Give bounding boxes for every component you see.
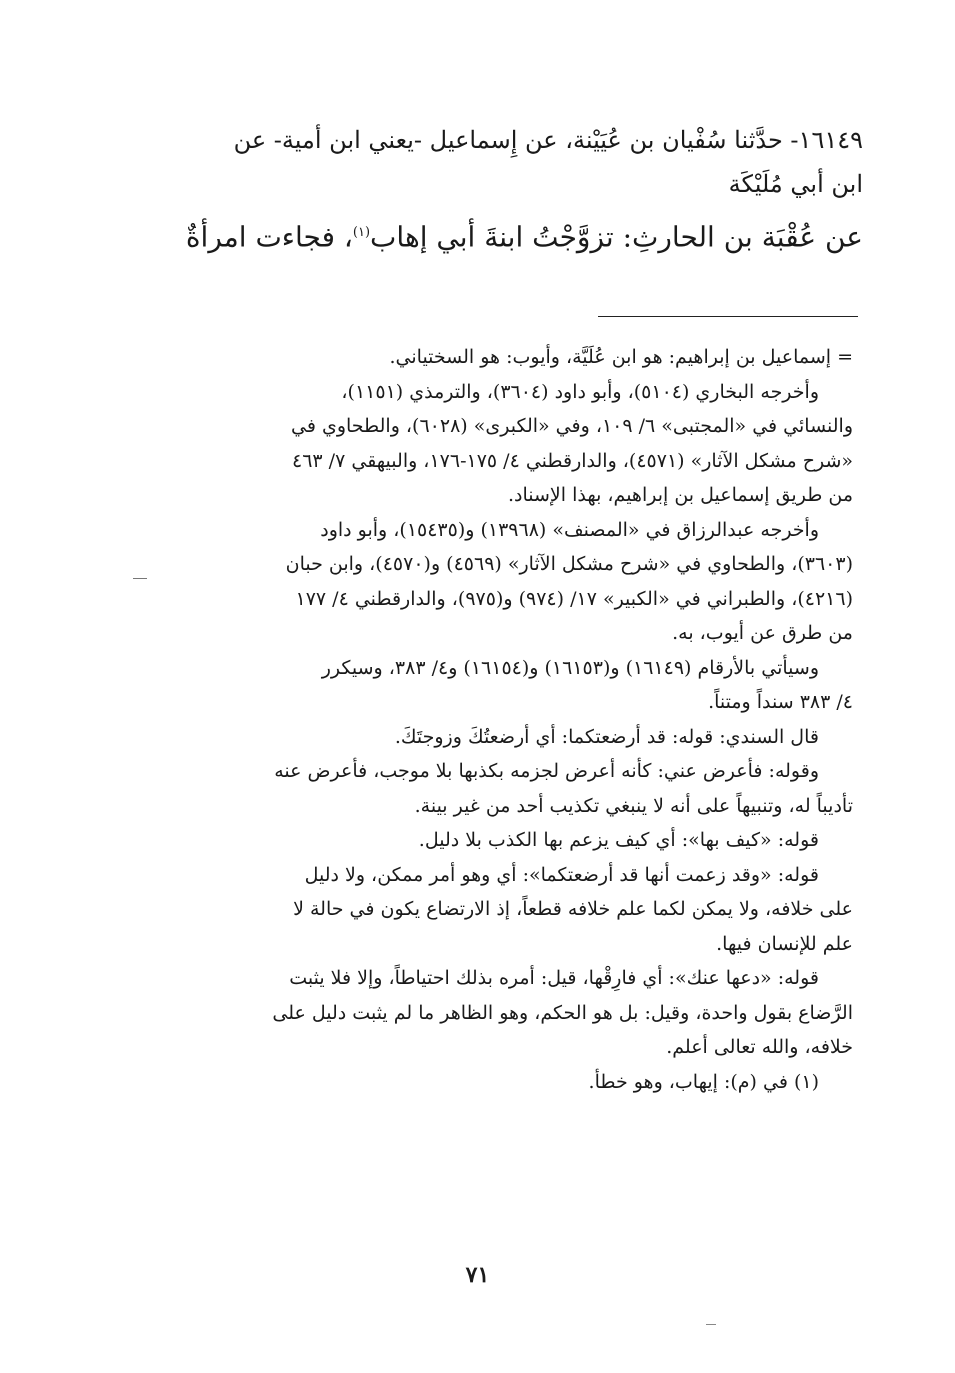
note-line: علم للإنسان فيها. bbox=[716, 932, 853, 955]
note-line: قال السندي: قوله: قد أرضعتكما: أي أرضعتُكَ وزوجتَكَ. bbox=[394, 725, 819, 748]
note-line: قوله: «وقد زعمت أنها قد أرضعتكما»: أي وهو أمر ممكن، ولا دليل bbox=[304, 863, 819, 886]
note-line: من طرق عن أيوب، به. bbox=[672, 622, 853, 644]
note-line: (٣٦٠٣)، والطحاوي في «شرح مشكل الآثار» (٤٥٦٩) و(٤٥٧٠)، وابن حبان bbox=[285, 553, 853, 575]
note-line: قوله: «دعها عنك»: أي فارِقْها، قيل: أمره بذلك احتياطاً، وإلا فلا يثبت bbox=[289, 967, 819, 989]
note-line: وسيأتي بالأرقام (١٦١٤٩) و(١٦١٥٣) و(١٦١٥٤) و٤/ ٣٨٣، وسيكرر bbox=[321, 656, 819, 679]
footnote-ref: (١) bbox=[352, 225, 371, 240]
note-line: (٤٢١٦)، والطبراني في «الكبير» ١٧/ (٩٧٤) و(٩٧٥)، والدارقطني ٤/ ١٧٧ bbox=[295, 587, 853, 610]
hadith-line: ابن أبي مُلَيْكَة bbox=[728, 170, 863, 198]
hadith-text bbox=[150, 118, 863, 262]
note-line: الرَّضاع بقول واحدة، وقيل: بل هو الحكم، وهو الظاهر ما لم يثبت دليل على bbox=[272, 1001, 853, 1024]
note-line: = إسماعيل بن إبراهيم: هو ابن عُلَيَّة، وأيوب: هو السختياني. bbox=[389, 346, 853, 368]
scan-mark bbox=[133, 578, 147, 579]
footnote-divider bbox=[598, 316, 858, 317]
note-line: وقوله: فأعرض عني: كأنه أعرض لجزمه بكذبها بلا موجب، فأعرض عنه bbox=[274, 760, 819, 782]
scan-mark bbox=[706, 1324, 716, 1325]
note-line: ٤/ ٣٨٣ سنداً ومتناً. bbox=[708, 691, 853, 713]
footnotes bbox=[150, 340, 853, 1099]
note-line: قوله: «كيف بها»: أي كيف يزعم بها الكذب بلا دليل. bbox=[418, 829, 819, 851]
hadith-line bbox=[150, 208, 863, 262]
note-line: من طريق إسماعيل بن إبراهيم، بهذا الإسناد. bbox=[507, 484, 853, 506]
hadith-line: ١٦١٤٩- حدَّثنا سُفْيان بن عُيَيْنة، عن إِسماعيل -يعني ابن أمية- عن bbox=[233, 126, 863, 154]
note-line: والنسائي في «المجتبى» ٦/ ١٠٩، وفي «الكبرى» (٦٠٢٨)، والطحاوي في bbox=[290, 415, 853, 437]
footnote-line: (١) في (م): إيهاب، وهو خطأ. bbox=[588, 1070, 819, 1093]
note-line: وأخرجه عبدالرزاق في «المصنف» (١٣٩٦٨) و(١٥٤٣٥)، وأبو داود bbox=[320, 518, 819, 541]
note-line: تأديباً له، وتنبيهاً على أنه لا ينبغي تكذيب أحد من غير بينة. bbox=[414, 794, 853, 817]
note-line: «شرح مشكل الآثار» (٤٥٧١)، والدارقطني ٤/ ١٧٥-١٧٦، والبيهقي ٧/ ٤٦٣ bbox=[292, 449, 853, 472]
hadith-line-text: عن عُقْبَة بن الحارثِ: تزوَّجْتُ ابنةَ أبي إهاب bbox=[370, 220, 863, 254]
note-line: على خلافه، ولا يمكن لكما علم خلافه قطعاً، إذ الارتضاع يكون في حالة لا bbox=[293, 898, 853, 920]
page-number: ٧١ bbox=[465, 1262, 490, 1288]
hadith-line-text: ، فجاءت امرأةٌ bbox=[185, 220, 353, 254]
note-line: وأخرجه البخاري (٥١٠٤)، وأبو داود (٣٦٠٤)، والترمذي (١١٥١)، bbox=[341, 380, 819, 403]
note-line: خلافه، والله تعالى أعلم. bbox=[666, 1036, 853, 1058]
